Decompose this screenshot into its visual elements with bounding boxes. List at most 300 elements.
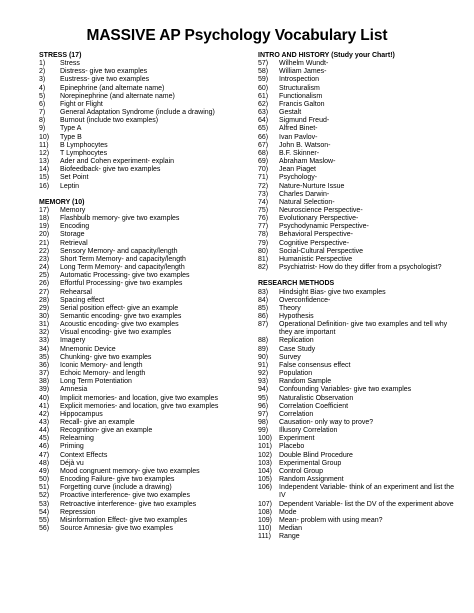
list-item: [258, 183, 458, 191]
list-item: [258, 134, 458, 142]
list-item: [39, 378, 244, 386]
item-number: 74): [258, 198, 269, 206]
item-number: 47): [39, 451, 50, 459]
vocab-section: [258, 280, 458, 541]
item-number: 91): [258, 361, 269, 369]
item-number: 97): [258, 410, 269, 418]
item-number: 39): [39, 386, 50, 394]
list-item: [39, 93, 244, 101]
item-text: Priming: [60, 443, 84, 451]
item-text: Spacing effect: [60, 296, 105, 304]
item-text: Recall- give an example: [60, 419, 135, 427]
item-text: Natural Selection-: [279, 198, 335, 206]
item-number: 53): [39, 500, 50, 508]
item-number: 59): [258, 76, 269, 84]
list-item: [39, 460, 244, 468]
list-item: [258, 443, 458, 451]
item-number: 108): [258, 508, 273, 516]
list-item: [39, 60, 244, 68]
list-item: [39, 101, 244, 109]
list-item: [258, 452, 458, 460]
item-text: Source Amnesia- give two examples: [60, 525, 173, 533]
item-text: Burnout (include two examples): [60, 117, 159, 125]
item-text: Experiment: [279, 435, 315, 443]
item-text: Cognitive Perspective-: [279, 239, 350, 247]
list-item: [258, 60, 458, 68]
item-text: Retroactive interference- give two examples: [60, 500, 197, 508]
item-text: Semantic encoding- give two examples: [60, 312, 182, 320]
item-number: 73): [258, 190, 269, 198]
list-item: [258, 191, 458, 199]
list-item: [258, 264, 458, 272]
item-text: Abraham Maslow-: [279, 158, 336, 166]
item-number: 89): [258, 345, 269, 353]
item-number: 38): [39, 378, 50, 386]
list-item: [39, 223, 244, 231]
item-text: Correlation Coefficient: [279, 402, 349, 410]
item-number: 24): [39, 264, 50, 272]
list-item: [39, 150, 244, 158]
list-item: [258, 370, 458, 378]
item-text: Amnesia: [60, 386, 88, 394]
item-text: Déjà vu: [60, 459, 84, 467]
list-item: [39, 370, 244, 378]
item-number: 87): [258, 321, 269, 329]
list-item: [39, 117, 244, 125]
item-text: Operational Definition- give two examples and tell why they are important: [279, 321, 448, 337]
list-item: [258, 231, 458, 239]
list-item: [39, 403, 244, 411]
item-text: Median: [279, 525, 302, 533]
item-text: False consensus effect: [279, 361, 351, 369]
item-text: Ivan Pavlov-: [279, 133, 318, 141]
list-item: [39, 297, 244, 305]
list-item: [258, 525, 458, 533]
item-number: 62): [258, 100, 269, 108]
item-text: General Adaptation Syndrome (include a drawing): [60, 109, 215, 117]
item-text: Hindsight Bias- give two examples: [279, 288, 386, 296]
item-text: Relearning: [60, 435, 94, 443]
list-item: [258, 354, 458, 362]
item-text: Psychodynamic Perspective-: [279, 223, 369, 231]
item-text: Serial position effect- give an example: [60, 304, 179, 312]
item-text: Independent Variable- think of an experiment and list the IV: [279, 484, 454, 500]
item-number: 27): [39, 288, 50, 296]
item-text: Nature-Nurture Issue: [279, 182, 345, 190]
item-number: 44): [39, 427, 50, 435]
list-item: [258, 509, 458, 517]
list-item: [258, 362, 458, 370]
item-number: 77): [258, 223, 269, 231]
item-text: Naturalistic Observation: [279, 394, 354, 402]
list-item: [39, 452, 244, 460]
item-number: 29): [39, 304, 50, 312]
item-text: Sensory Memory- and capacity/length: [60, 247, 178, 255]
item-number: 104): [258, 467, 273, 475]
item-number: 46): [39, 443, 50, 451]
list-item: [39, 517, 244, 525]
list-item: [39, 525, 244, 533]
item-number: 18): [39, 215, 50, 223]
list-item: [39, 435, 244, 443]
item-text: Flashbulb memory- give two examples: [60, 215, 180, 223]
item-text: Norepinephrine (and alternate name): [60, 92, 175, 100]
list-item: [39, 468, 244, 476]
item-number: 1): [39, 60, 46, 68]
item-text: Double Blind Procedure: [279, 451, 353, 459]
item-number: 55): [39, 516, 50, 524]
item-number: 42): [39, 410, 50, 418]
list-item: [39, 125, 244, 133]
item-number: 33): [39, 337, 50, 345]
list-item: [258, 337, 458, 345]
item-number: 69): [258, 158, 269, 166]
list-item: [258, 321, 458, 337]
item-text: Confounding Variables- give two examples: [279, 386, 412, 394]
item-number: 11): [39, 141, 49, 149]
item-text: Visual encoding- give two examples: [60, 329, 172, 337]
item-number: 99): [258, 427, 269, 435]
list-item: [258, 484, 458, 500]
list-item: [258, 411, 458, 419]
list-item: [258, 158, 458, 166]
item-text: Random Sample: [279, 378, 332, 386]
item-number: 85): [258, 304, 269, 312]
list-item: [258, 240, 458, 248]
item-text: Experimental Group: [279, 459, 342, 467]
item-number: 15): [39, 174, 50, 182]
item-number: 16): [39, 182, 50, 190]
page-title: MASSIVE AP Psychology Vocabulary List: [86, 27, 388, 44]
list-item: [258, 346, 458, 354]
item-text: Iconic Memory- and length: [60, 361, 143, 369]
item-text: Long Term Potentiation: [60, 378, 132, 386]
item-number: 111): [258, 533, 271, 541]
item-text: Wilhelm Wundt-: [279, 60, 329, 68]
list-item: [39, 85, 244, 93]
list-item: [39, 109, 244, 117]
item-number: 102): [258, 451, 273, 459]
item-number: 84): [258, 296, 269, 304]
list-item: [258, 109, 458, 117]
list-item: [39, 362, 244, 370]
list-item: [258, 305, 458, 313]
item-text: Eustress- give two examples: [60, 76, 150, 84]
item-text: Case Study: [279, 345, 316, 353]
item-text: B Lymphocytes: [60, 141, 108, 149]
item-text: Repression: [60, 508, 96, 516]
item-text: Range: [279, 533, 300, 541]
item-text: Leptin: [60, 182, 80, 190]
list-item: [258, 476, 458, 484]
item-text: Distress- give two examples: [60, 68, 148, 76]
item-text: Jean Piaget: [279, 166, 316, 174]
item-text: Imagery: [60, 337, 86, 345]
item-text: Francis Galton: [279, 100, 325, 108]
item-number: 90): [258, 353, 269, 361]
item-number: 25): [39, 272, 50, 280]
item-text: T Lymphocytes: [60, 149, 108, 157]
item-text: Long Term Memory- and capacity/length: [60, 264, 185, 272]
item-text: Mean- problem with using mean?: [279, 516, 383, 524]
list-item: [258, 427, 458, 435]
list-item: [258, 460, 458, 468]
item-text: Theory: [279, 304, 301, 312]
item-number: 48): [39, 459, 50, 467]
item-text: Mnemonic Device: [60, 345, 116, 353]
item-text: Hippocampus: [60, 410, 103, 418]
list-item: [258, 533, 458, 541]
item-text: Acoustic encoding- give two examples: [60, 321, 179, 329]
list-item: [258, 223, 458, 231]
list-item: [39, 134, 244, 142]
list-item: [39, 492, 244, 500]
item-text: Mood congruent memory- give two examples: [60, 467, 200, 475]
item-text: Dependent Variable- list the DV of the experiment above: [279, 500, 454, 508]
item-text: Control Group: [279, 467, 323, 475]
list-item: [39, 337, 244, 345]
list-item: [258, 76, 458, 84]
list-item: [258, 150, 458, 158]
item-text: Random Assignment: [279, 476, 344, 484]
item-number: 107): [258, 500, 273, 508]
item-text: Retrieval: [60, 239, 88, 247]
item-number: 37): [39, 370, 50, 378]
item-number: 81): [258, 255, 269, 263]
item-number: 9): [39, 125, 46, 133]
item-text: Context Effects: [60, 451, 108, 459]
item-number: 58): [258, 68, 269, 76]
item-number: 100): [258, 435, 273, 443]
left-column: [39, 52, 244, 533]
list-item: [39, 427, 244, 435]
item-text: Type A: [60, 125, 82, 133]
item-number: 75): [258, 206, 269, 214]
item-number: 66): [258, 133, 269, 141]
right-column: [258, 52, 458, 541]
section-heading: RESEARCH METHODS: [258, 280, 335, 288]
item-text: Biofeedback- give two examples: [60, 166, 161, 174]
item-number: 45): [39, 435, 50, 443]
list-item: [258, 85, 458, 93]
item-number: 10): [39, 133, 50, 141]
item-text: Overconfidence-: [279, 296, 331, 304]
item-text: Functionalism: [279, 92, 323, 100]
list-item: [39, 289, 244, 297]
item-number: 40): [39, 394, 50, 402]
list-item: [39, 183, 244, 191]
item-number: 72): [258, 182, 269, 190]
list-item: [39, 264, 244, 272]
item-number: 52): [39, 492, 50, 500]
item-number: 103): [258, 459, 273, 467]
list-item: [39, 443, 244, 451]
item-text: Sigmund Freud-: [279, 117, 330, 125]
item-text: Illusory Correlation: [279, 427, 338, 435]
list-item: [258, 199, 458, 207]
item-text: Set Point: [60, 174, 89, 182]
item-text: Placebo: [279, 443, 305, 451]
vocab-section: [39, 52, 244, 191]
item-number: 98): [258, 419, 269, 427]
item-number: 19): [39, 223, 50, 231]
item-number: 94): [258, 386, 269, 394]
item-number: 76): [258, 215, 269, 223]
item-text: Storage: [60, 231, 85, 239]
item-number: 31): [39, 321, 50, 329]
item-number: 8): [39, 117, 46, 125]
item-number: 70): [258, 166, 269, 174]
item-number: 110): [258, 525, 272, 533]
item-text: Fight or Flight: [60, 100, 103, 108]
list-item: [258, 93, 458, 101]
list-item: [258, 297, 458, 305]
item-text: Replication: [279, 337, 314, 345]
list-item: [258, 256, 458, 264]
item-text: Echoic Memory- and length: [60, 370, 146, 378]
item-text: Misinformation Effect- give two examples: [60, 516, 188, 524]
item-text: Gestalt: [279, 109, 302, 117]
item-number: 34): [39, 345, 50, 353]
list-item: [39, 313, 244, 321]
list-item: [258, 501, 458, 509]
list-item: [39, 305, 244, 313]
item-number: 63): [258, 109, 269, 117]
item-text: Population: [279, 370, 313, 378]
item-number: 64): [258, 117, 269, 125]
list-item: [39, 215, 244, 223]
list-item: [258, 142, 458, 150]
item-text: Structuralism: [279, 84, 320, 92]
item-text: Rehearsal: [60, 288, 92, 296]
item-number: 51): [39, 484, 50, 492]
item-number: 105): [258, 476, 273, 484]
list-item: [39, 240, 244, 248]
item-number: 14): [39, 166, 50, 174]
item-number: 60): [258, 84, 269, 92]
item-number: 61): [258, 92, 269, 100]
item-number: 83): [258, 288, 269, 296]
item-number: 5): [39, 92, 46, 100]
item-text: Introspection: [279, 76, 320, 84]
list-item: [39, 411, 244, 419]
item-text: Implicit memories- and location, give two examples: [60, 394, 218, 402]
item-number: 2): [39, 68, 46, 76]
item-number: 26): [39, 280, 50, 288]
item-number: 109): [258, 516, 273, 524]
item-text: Proactive interference- give two examples: [60, 492, 190, 500]
item-number: 41): [39, 402, 50, 410]
item-number: 78): [258, 231, 269, 239]
list-item: [39, 272, 244, 280]
item-number: 13): [39, 158, 50, 166]
vocab-section: [39, 199, 244, 533]
list-item: [39, 509, 244, 517]
item-number: 21): [39, 239, 50, 247]
list-item: [39, 256, 244, 264]
item-text: Evolutionary Perspective-: [279, 215, 359, 223]
item-text: Stress: [60, 60, 80, 68]
list-item: [39, 68, 244, 76]
item-number: 80): [258, 247, 269, 255]
item-number: 65): [258, 125, 269, 133]
item-number: 12): [39, 149, 50, 157]
item-text: Behavioral Perspective-: [279, 231, 353, 239]
item-text: Charles Darwin-: [279, 190, 330, 198]
item-number: 17): [39, 206, 50, 214]
item-text: Encoding Failure- give two examples: [60, 476, 175, 484]
list-item: [258, 117, 458, 125]
list-item: [39, 248, 244, 256]
item-text: Automatic Processing- give two examples: [60, 272, 190, 280]
list-item: [39, 395, 244, 403]
item-number: 3): [39, 76, 46, 84]
list-item: [39, 280, 244, 288]
item-number: 4): [39, 84, 46, 92]
list-item: [258, 68, 458, 76]
item-number: 20): [39, 231, 50, 239]
item-number: 50): [39, 476, 50, 484]
item-text: Humanistic Perspective: [279, 255, 353, 263]
list-item: [39, 501, 244, 509]
item-number: 30): [39, 312, 50, 320]
vocab-section: [258, 52, 458, 272]
item-text: Memory: [60, 206, 86, 214]
item-number: 101): [258, 443, 273, 451]
item-text: Ader and Cohen experiment- explain: [60, 158, 175, 166]
item-text: Survey: [279, 353, 301, 361]
item-text: Psychiatrist- How do they differ from a psychologist?: [279, 264, 442, 272]
item-text: Correlation: [279, 410, 314, 418]
item-text: John B. Watson-: [279, 141, 331, 149]
item-text: Neuroscience Perspective-: [279, 206, 363, 214]
list-item: [258, 395, 458, 403]
list-item: [258, 517, 458, 525]
item-number: 35): [39, 353, 50, 361]
item-number: 79): [258, 239, 269, 247]
item-number: 68): [258, 149, 269, 157]
list-item: [258, 403, 458, 411]
list-item: [39, 174, 244, 182]
item-text: Type B: [60, 133, 82, 141]
list-item: [258, 378, 458, 386]
item-number: 6): [39, 100, 46, 108]
list-item: [39, 386, 244, 394]
list-item: [258, 313, 458, 321]
list-item: [258, 289, 458, 297]
item-number: 86): [258, 312, 269, 320]
item-number: 106): [258, 484, 273, 492]
item-number: 95): [258, 394, 269, 402]
list-item: [258, 207, 458, 215]
list-item: [258, 101, 458, 109]
list-item: [39, 354, 244, 362]
list-item: [39, 231, 244, 239]
item-text: Social-Cultural Perspective: [279, 247, 364, 255]
item-text: Effortful Processing- give two examples: [60, 280, 183, 288]
item-number: 96): [258, 402, 269, 410]
list-item: [39, 484, 244, 492]
item-text: Epinephrine (and alternate name): [60, 84, 165, 92]
item-text: Alfred Binet-: [279, 125, 318, 133]
section-heading: MEMORY (10): [39, 198, 85, 206]
item-text: Forgetting curve (include a drawing): [60, 484, 172, 492]
item-number: 36): [39, 361, 50, 369]
item-text: William James-: [279, 68, 327, 76]
list-item: [258, 174, 458, 182]
item-number: 88): [258, 337, 269, 345]
list-item: [39, 76, 244, 84]
